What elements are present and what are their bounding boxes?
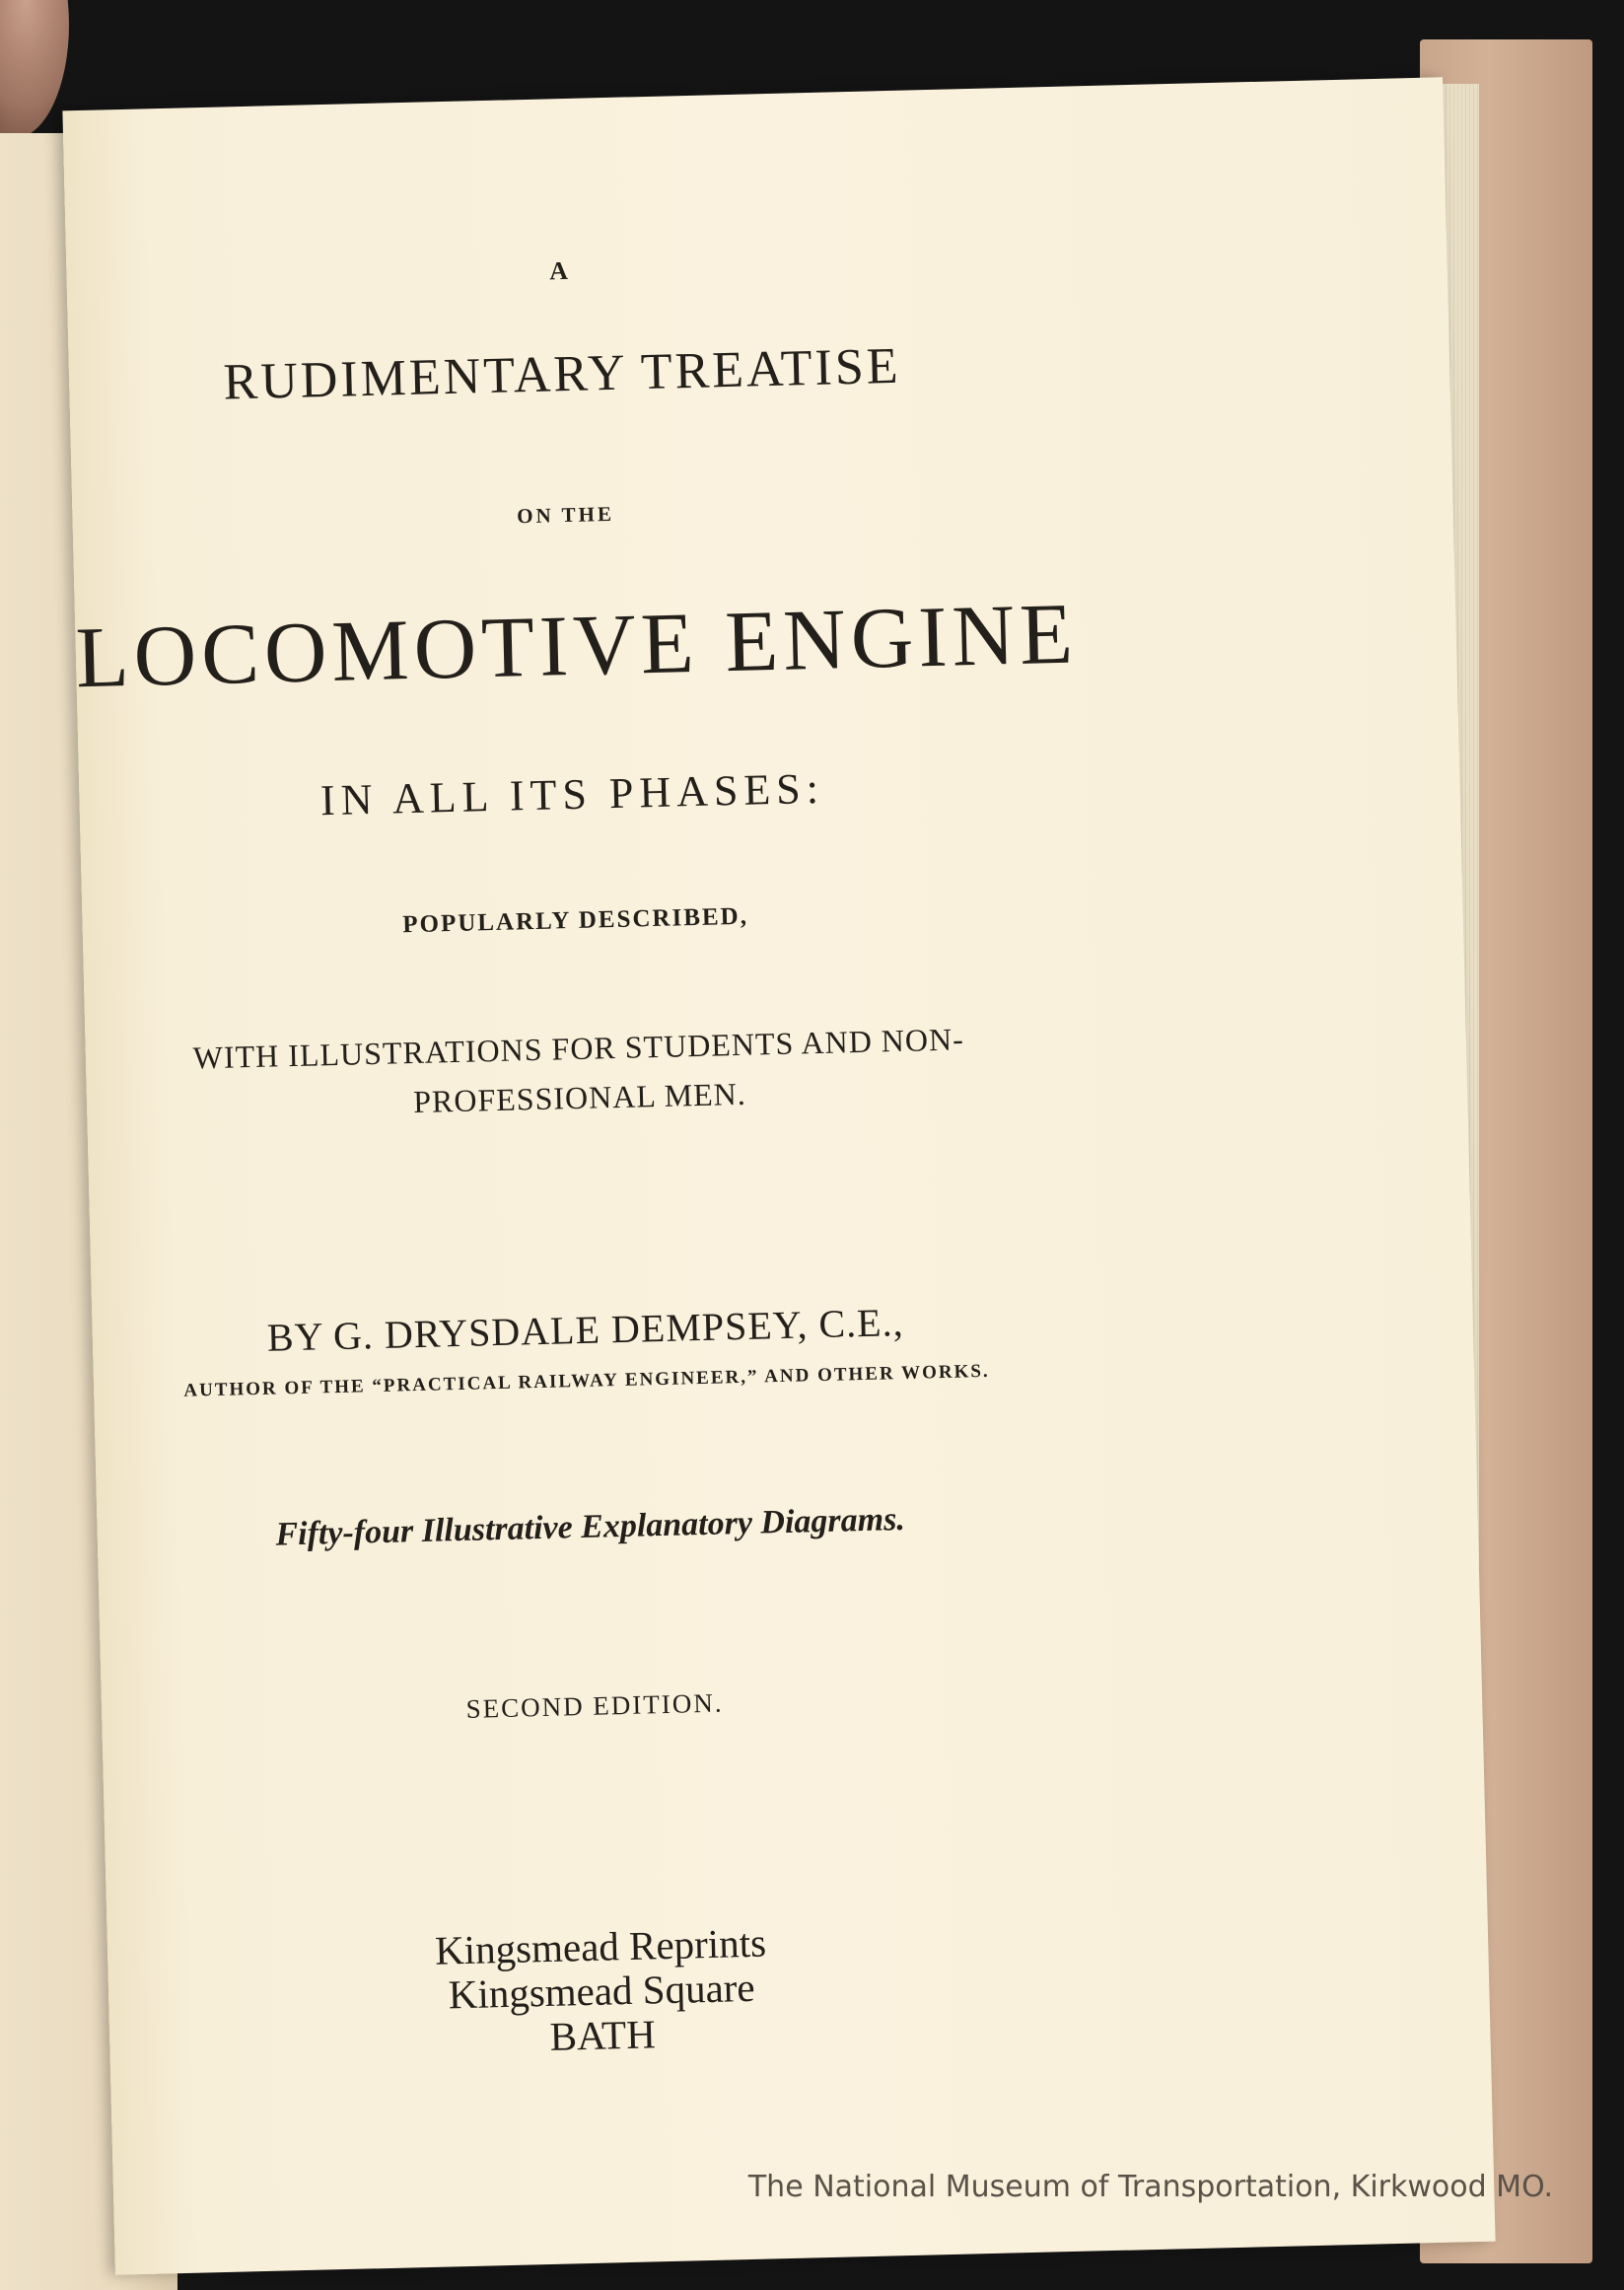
publisher-name: Kingsmead Reprints [434,1919,767,1973]
subtitle-professional: PROFESSIONAL MEN. [412,1075,747,1120]
subtitle-illustrations: WITH ILLUSTRATIONS FOR STUDENTS AND NON- [192,1021,965,1076]
edition-label: SECOND EDITION. [465,1687,724,1724]
author-credits: AUTHOR OF THE “PRACTICAL RAILWAY ENGINEER,” AND OTHER WORKS. [183,1360,990,1401]
title-main: LOCOMOTIVE ENGINE [74,586,1080,707]
title-page [62,77,1495,2275]
diagrams-note: Fifty-four Illustrative Explanatory Diagrams. [275,1500,906,1553]
title-on-the: ON THE [516,501,615,529]
publisher-city: BATH [549,2011,657,2059]
museum-watermark: The National Museum of Transportation, Kirkwood MO. [747,2170,1553,2204]
title-treatise: RUDIMENTARY TREATISE [222,337,902,411]
subtitle-popularly: POPULARLY DESCRIBED, [401,902,749,939]
author-byline: BY G. DRYSDALE DEMPSEY, C.E., [266,1299,905,1360]
thumb [0,0,69,138]
publisher-street: Kingsmead Square [448,1964,756,2018]
title-article: A [548,255,571,286]
title-phases: IN ALL ITS PHASES: [319,763,825,825]
